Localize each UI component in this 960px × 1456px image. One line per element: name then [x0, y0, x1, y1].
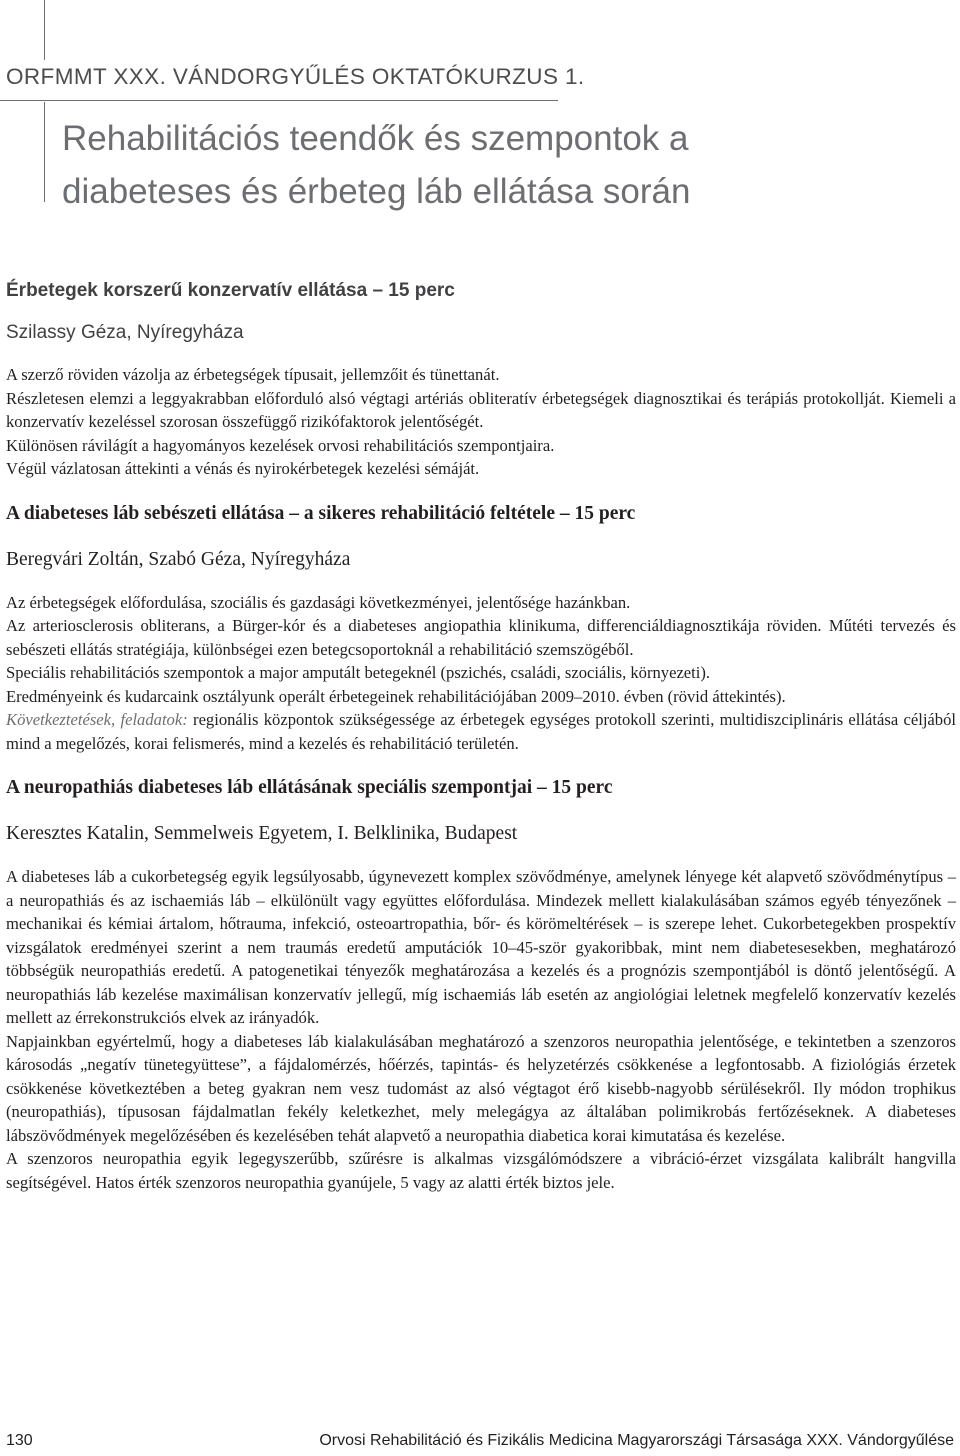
session-2-paragraph: Speciális rehabilitációs szempontok a major amputált betegeknél (pszichés, családi, szociális, környezeti). — [6, 663, 711, 682]
session-3 — [6, 775, 956, 1194]
session-3-title: A neuropathiás diabeteses láb ellátásának speciális szempontjai – 15 perc — [6, 777, 613, 798]
session-2 — [6, 501, 956, 756]
session-1-title: Érbetegek korszerű konzervatív ellátása – 15 perc — [6, 280, 455, 301]
session-1 — [6, 275, 956, 481]
running-head: ORFMMT XXX. VÁNDORGYŰLÉS OKTATÓKURZUS 1. — [6, 64, 585, 89]
page-footer — [0, 1432, 960, 1456]
session-3-paragraph: A szenzoros neuropathia egyik legegyszerűbb, szűrésre is alkalmas vizsgálómódszere a vibráció-érzet vizsgálata kalibrált hangvilla segítségével. Hatos érték szenzoros neuropathia gyanújele, 5 vagy az alatti érték biztos jele. — [6, 1149, 956, 1192]
session-2-title: A diabeteses láb sebészeti ellátása – a sikeres rehabilitáció feltétele – 15 perc — [6, 502, 636, 524]
conclusion-text: regionális központok szükségessége az érbetegek egységes protokoll szerinti, multidiszciplináris ellátása céljából mind a megelőzés, korai felismerés, mind a kezelés és rehabilitáció területén. — [6, 710, 956, 753]
session-2-paragraph: Eredményeink és kudarcaink osztályunk operált érbetegeinek rehabilitációjában 2009–2010. évben (rövid áttekintés). — [6, 686, 786, 706]
session-2-conclusion — [6, 708, 956, 755]
session-1-paragraph: Különösen rávilágít a hagyományos kezelések orvosi rehabilitációs szempontjaira. — [6, 435, 555, 455]
session-2-paragraph: Az érbetegségek előfordulása, szociális és gazdasági következményei, jelentősége hazánkban. — [6, 592, 631, 612]
page-title-line-2: diabeteses és érbeteg láb ellátása során — [62, 172, 691, 211]
session-2-paragraph: Az arteriosclerosis obliterans, a Bürger-kór és a diabeteses angiopathia klinikuma, differenciáldiagnosztikája röviden. Műtéti tervezés és sebészeti ellátás stratégiája, különbségei ezen betegcsoportoknál a rehabilitáció szemszögéből. — [6, 616, 956, 659]
title-vertical-rule — [44, 102, 45, 202]
session-1-paragraph: A szerző röviden vázolja az érbetegségek típusait, jellemzőit és tünettanát. — [6, 365, 500, 384]
top-left-vertical-rule — [44, 0, 45, 60]
session-1-paragraph: Részletesen elemzi a leggyakrabban előforduló alsó végtagi artériás obliteratív érbetegségek diagnosztikai és terápiás protokollját. Kiemeli a konzervatív kezeléssel szorosan összefüggő rizikófaktorok jelentőségét. — [6, 388, 956, 431]
session-3-authors: Keresztes Katalin, Semmelweis Egyetem, I. Belklinika, Budapest — [6, 823, 518, 844]
session-1-paragraph: Végül vázlatosan áttekinti a vénás és nyirokérbetegek kezelési sémáját. — [6, 459, 480, 478]
page-title — [62, 112, 942, 218]
page-title-line-1: Rehabilitációs teendők és szempontok a — [62, 119, 689, 158]
session-2-authors: Beregvári Zoltán, Szabó Géza, Nyíregyháza — [6, 548, 351, 570]
session-3-paragraph: A diabeteses láb a cukorbetegség egyik legsúlyosabb, úgynevezett komplex szövődménye, amelynek lényege két alapvető szövődménytípus – a neuropathiás és az ischaemiás láb – elkülönült vagy együttes előfordulása. Mindezek mellett kialakulásában számos egyéb tényezőnek – mechanikai és kémiai ártalom, hőtrauma, infekció, osteoartropathia, bőr- és körömeltérések – is szerepe lehet. Cukorbetegekben prospektív vizsgálatok eredményei szerint a nem traumás eredetű amputációk 10–45-ször gyakoribbak, mint nem diabetesesekben, meghatározó többségük neuropathiás eredetű. A patogenetikai tényezők meghatározása a kezelés és a prognózis szempontjából is döntő jelentőségű. A neuropathiás láb kezelése maximálisan konzervatív jellegű, míg ischaemiás láb esetén az angiológiai leletnek megfelelő konzervatív kezelés mellett az érrekonstrukciós elvek az irányadók. — [6, 867, 956, 1027]
content — [6, 275, 956, 1194]
header-rule — [0, 100, 558, 101]
conclusion-label: Következtetések, feladatok: — [6, 710, 188, 729]
session-1-authors: Szilassy Géza, Nyíregyháza — [6, 322, 244, 343]
footer-journal-title: Orvosi Rehabilitáció és Fizikális Medicina Magyarországi Társasága XXX. Vándorgyűlése — [319, 1432, 954, 1449]
page-number: 130 — [6, 1432, 33, 1449]
session-3-paragraph: Napjainkban egyértelmű, hogy a diabeteses láb kialakulásában meghatározó a szenzoros neuropathia jelentősége, e tekintetben a szenzoros károsodás „negatív tünetegyüttese”, a fájdalomérzés, hőérzés, tapintás- és helyzetérzés csökkenése a legfontosabb. A fiziológiás érzetek csökkenése következtében a beteg gyakran nem vesz tudomást az alsó végtagot érő kisebb-nagyobb sérülésekről. Ily módon trophikus (neuropathiás), típusosan fájdalmatlan fekély keletkezhet, mely melegágya az általában polimikrobás fertőzéseknek. A diabeteses lábszövődmények megelőzésében és kezelésében tehát alapvető a neuropathia diabetica korai kimutatása és kezelése. — [6, 1031, 956, 1145]
